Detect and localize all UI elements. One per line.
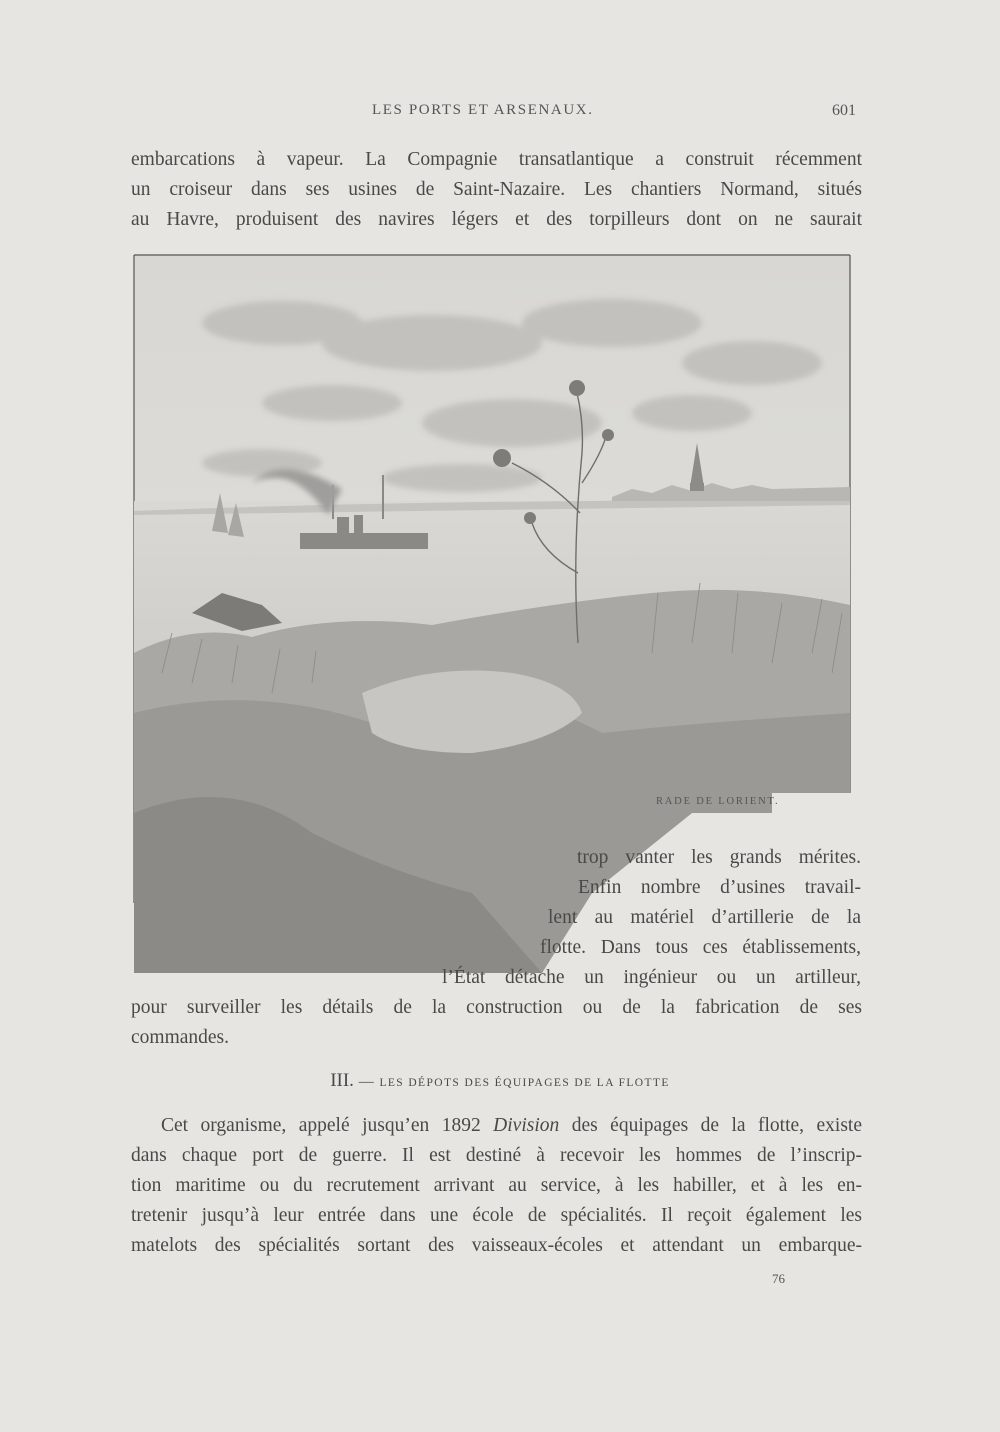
- text-line: embarcations à vapeur. La Compagnie transatlantique a construit récemment: [131, 149, 862, 170]
- text-line: commandes.: [131, 1027, 230, 1048]
- section-dash: —: [358, 1074, 375, 1090]
- section-heading: [0, 1070, 1000, 1092]
- text-span: Cet organisme, appelé jusqu’en 1892: [161, 1115, 494, 1136]
- text-line: [131, 1111, 862, 1141]
- text-line: l’État détache un ingénieur ou un artilleur,: [442, 967, 861, 988]
- text-line: Enfin nombre d’usines travail-: [578, 877, 861, 898]
- italic-term: Division: [493, 1115, 560, 1136]
- text-line: tion maritime ou du recrutement arrivant au service, à les habiller, et à les en-: [131, 1175, 862, 1196]
- text-span: des équipages de la flotte, existe: [559, 1115, 862, 1136]
- text-line: trop vanter les grands mérites.: [577, 847, 861, 868]
- text-line: lent au matériel d’artillerie de la: [548, 907, 861, 928]
- section-title: LES DÉPOTS DES ÉQUIPAGES DE LA FLOTTE: [379, 1077, 670, 1089]
- text-line: tretenir jusqu’à leur entrée dans une école de spécialités. Il reçoit également les: [131, 1205, 862, 1226]
- page-number: 601: [832, 102, 856, 119]
- running-head: LES PORTS ET ARSENAUX.: [372, 102, 594, 118]
- text-line: un croiseur dans ses usines de Saint-Nazaire. Les chantiers Normand, situés: [131, 179, 862, 200]
- text-line: dans chaque port de guerre. Il est destiné à recevoir les hommes de l’inscrip-: [131, 1145, 862, 1166]
- text-line: flotte. Dans tous ces établissements,: [540, 937, 861, 958]
- text-line: pour surveiller les détails de la construction ou de la fabrication de ses: [131, 997, 862, 1018]
- text-line: au Havre, produisent des navires légers et des torpilleurs dont on ne saurait: [131, 209, 862, 230]
- section-number: III.: [330, 1070, 354, 1091]
- figure-caption: RADE DE LORIENT.: [656, 796, 780, 807]
- text-line: matelots des spécialités sortant des vaisseaux-écoles et attendant un embarque-: [131, 1235, 862, 1256]
- signature-mark: 76: [772, 1271, 785, 1286]
